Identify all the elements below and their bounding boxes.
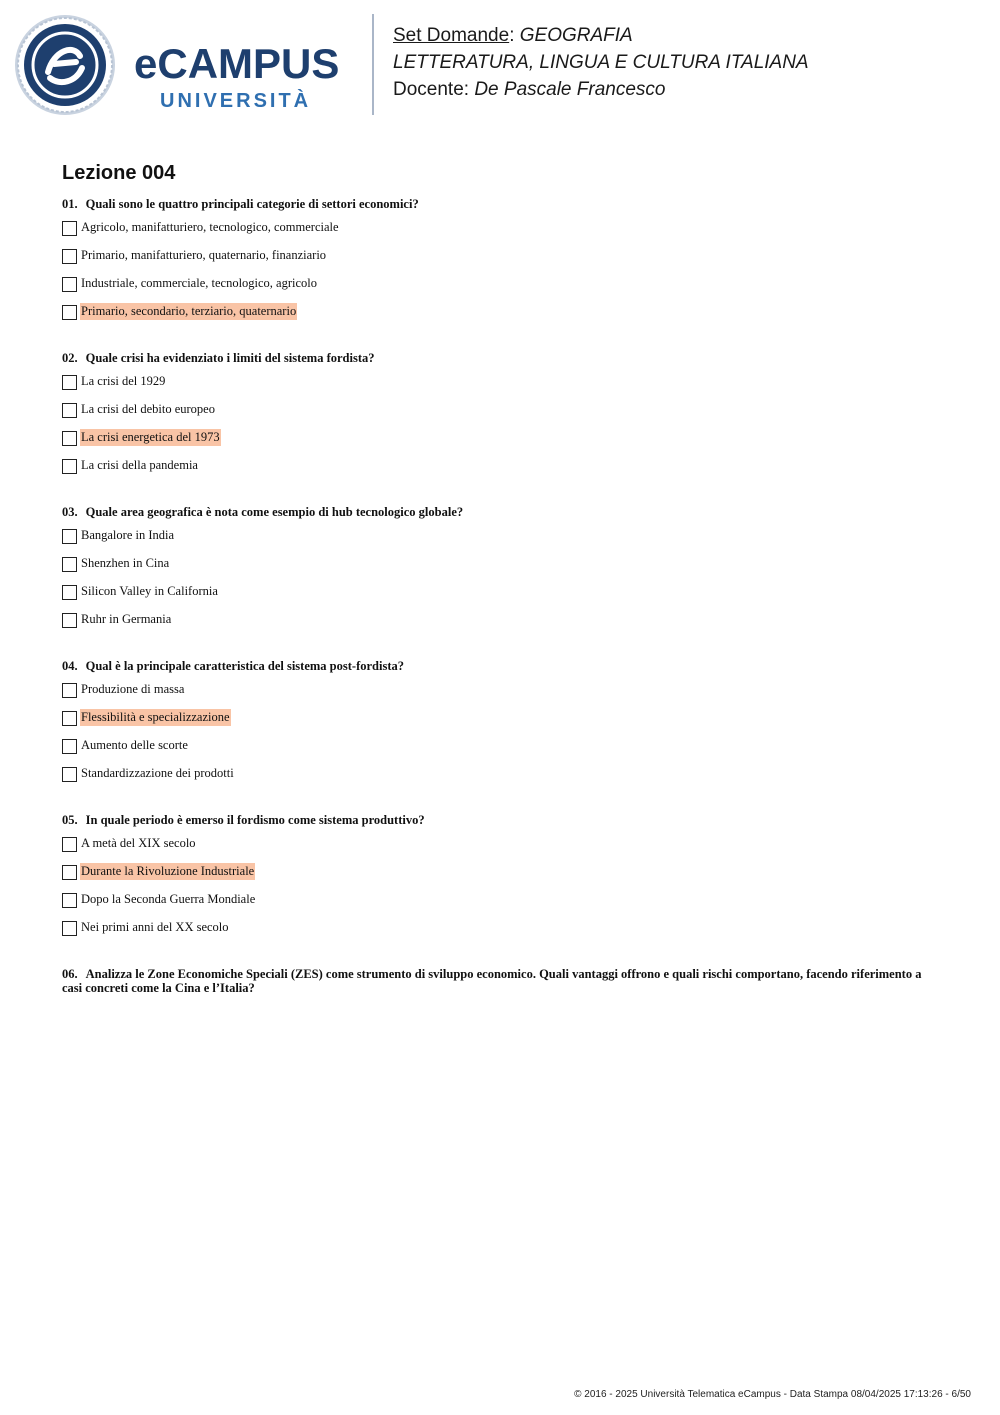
answer-option[interactable]	[62, 431, 942, 459]
answer-label-highlighted: Flessibilità e specializzazione	[81, 710, 230, 724]
answer-label-highlighted: Durante la Rivoluzione Industriale	[81, 864, 255, 878]
question-body: Quale crisi ha evidenziato i limiti del sistema fordista?	[85, 351, 375, 365]
answer-checkbox[interactable]	[62, 711, 77, 726]
answer-option[interactable]	[62, 837, 942, 865]
question	[62, 659, 942, 795]
question-text	[62, 967, 942, 995]
question	[62, 351, 942, 487]
question-number: 06.	[62, 967, 78, 981]
answer-checkbox[interactable]	[62, 529, 77, 544]
answer-checkbox[interactable]	[62, 837, 77, 852]
answer-checkbox[interactable]	[62, 375, 77, 390]
answer-label: Produzione di massa	[81, 682, 185, 696]
answer-label: Industriale, commerciale, tecnologico, agricolo	[81, 276, 318, 290]
page-footer: © 2016 - 2025 Università Telematica eCampus - Data Stampa 08/04/2025 17:13:26 - 6/50	[574, 1389, 971, 1400]
course-line	[393, 49, 809, 76]
answer-option[interactable]	[62, 529, 942, 557]
logo-subtext: UNIVERSITÀ	[160, 90, 312, 112]
logo-wordmark: eCAMPUS	[134, 40, 340, 87]
answer-option[interactable]	[62, 893, 942, 921]
question-body: Qual è la principale caratteristica del sistema post-fordista?	[85, 659, 404, 673]
lesson-title: Lezione 004	[62, 162, 176, 184]
answer-option[interactable]	[62, 767, 942, 795]
answer-option[interactable]	[62, 557, 942, 585]
answer-option[interactable]	[62, 585, 942, 613]
teacher-label: Docente:	[393, 79, 470, 100]
document-header	[0, 0, 1000, 130]
answer-label-highlighted: La crisi energetica del 1973	[81, 430, 220, 444]
answer-label: Standardizzazione dei prodotti	[81, 766, 234, 780]
answer-option[interactable]	[62, 403, 942, 431]
answer-label: A metà del XIX secolo	[81, 836, 196, 850]
answer-label: Shenzhen in Cina	[81, 556, 170, 570]
answer-option[interactable]	[62, 711, 942, 739]
answer-label: Primario, manifatturiero, quaternario, finanziario	[81, 248, 327, 262]
header-divider	[372, 14, 374, 115]
answer-label: Silicon Valley in California	[81, 584, 218, 598]
answer-checkbox[interactable]	[62, 739, 77, 754]
answer-option[interactable]	[62, 305, 942, 333]
question-number: 02.	[62, 351, 78, 365]
answer-checkbox[interactable]	[62, 221, 77, 236]
question-text	[62, 197, 942, 211]
answer-label: Bangalore in India	[81, 528, 175, 542]
answer-label: La crisi della pandemia	[81, 458, 198, 472]
question	[62, 967, 942, 995]
question-number: 04.	[62, 659, 78, 673]
answer-checkbox[interactable]	[62, 767, 77, 782]
answer-checkbox[interactable]	[62, 893, 77, 908]
set-line: Set Domande: GEOGRAFIA	[393, 25, 633, 46]
header-info	[393, 22, 809, 103]
answer-checkbox[interactable]	[62, 403, 77, 418]
answer-checkbox[interactable]	[62, 431, 77, 446]
question	[62, 813, 942, 949]
answer-option[interactable]	[62, 613, 942, 641]
question-number: 01.	[62, 197, 78, 211]
answer-option[interactable]	[62, 921, 942, 949]
answer-option[interactable]	[62, 865, 942, 893]
answer-checkbox[interactable]	[62, 683, 77, 698]
question-body: In quale periodo è emerso il fordismo come sistema produttivo?	[85, 813, 425, 827]
set-label: Set Domande	[393, 25, 510, 46]
answer-checkbox[interactable]	[62, 277, 77, 292]
answer-label: Dopo la Seconda Guerra Mondiale	[81, 892, 256, 906]
answer-option[interactable]	[62, 249, 942, 277]
teacher-line	[393, 76, 809, 103]
question-text	[62, 351, 942, 365]
question-text	[62, 505, 942, 519]
answer-label: Agricolo, manifatturiero, tecnologico, commerciale	[81, 220, 339, 234]
course-name: LETTERATURA, LINGUA E CULTURA ITALIANA	[393, 52, 809, 73]
question-body: Quale area geografica è nota come esempio di hub tecnologico globale?	[85, 505, 464, 519]
answer-label: Ruhr in Germania	[81, 612, 172, 626]
ecampus-logo	[14, 14, 359, 118]
answer-checkbox[interactable]	[62, 613, 77, 628]
question-text	[62, 659, 942, 673]
answer-checkbox[interactable]	[62, 557, 77, 572]
question-body: Analizza le Zone Economiche Speciali (ZES) come strumento di sviluppo economico. Quali vantaggi offrono e quali rischi comportano, facendo riferimento a casi concreti come la Cina e l’Italia?	[62, 967, 922, 995]
answer-option[interactable]	[62, 221, 942, 249]
teacher-name: De Pascale Francesco	[474, 79, 666, 100]
answer-label: Nei primi anni del XX secolo	[81, 920, 229, 934]
question	[62, 197, 942, 333]
question-number: 03.	[62, 505, 78, 519]
question	[62, 505, 942, 641]
answer-checkbox[interactable]	[62, 921, 77, 936]
answer-label-highlighted: Primario, secondario, terziario, quaternario	[81, 304, 297, 318]
answer-checkbox[interactable]	[62, 585, 77, 600]
answer-checkbox[interactable]	[62, 305, 77, 320]
answer-label: Aumento delle scorte	[81, 738, 188, 752]
questions-list	[62, 197, 942, 1013]
question-body: Quali sono le quattro principali categorie di settori economici?	[85, 197, 419, 211]
answer-option[interactable]	[62, 683, 942, 711]
answer-label: La crisi del 1929	[81, 374, 166, 388]
question-number: 05.	[62, 813, 78, 827]
answer-checkbox[interactable]	[62, 865, 77, 880]
answer-option[interactable]	[62, 459, 942, 487]
answer-option[interactable]	[62, 375, 942, 403]
answer-option[interactable]	[62, 277, 942, 305]
answer-label: La crisi del debito europeo	[81, 402, 215, 416]
question-text	[62, 813, 942, 827]
answer-checkbox[interactable]	[62, 459, 77, 474]
answer-checkbox[interactable]	[62, 249, 77, 264]
set-value: GEOGRAFIA	[519, 25, 633, 46]
answer-option[interactable]	[62, 739, 942, 767]
